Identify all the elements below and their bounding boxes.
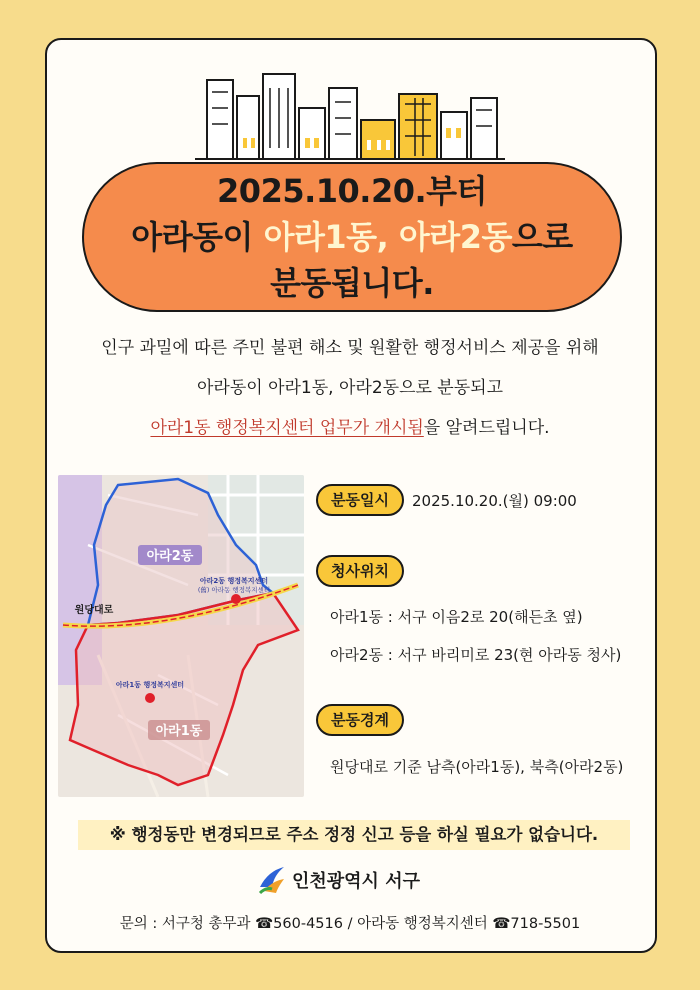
intro-line-2: 아라동이 아라1동, 아라2동으로 분동되고: [197, 378, 503, 398]
ara2-center-pin-icon: [231, 594, 241, 604]
logo-text: 인천광역시 서구: [292, 871, 420, 892]
headline-line2-pre: 아라동이: [131, 218, 264, 256]
headline-line2-post: 으로: [511, 218, 573, 256]
map-label-ara2: 아라2동: [146, 549, 194, 564]
incheon-seogu-emblem-icon: [258, 865, 286, 895]
city-skyline-illustration: [195, 68, 505, 160]
intro-highlight: 아라1동 행정복지센터 업무가 개시됨: [150, 418, 424, 438]
intro-line-1: 인구 과밀에 따른 주민 불편 해소 및 원활한 행정서비스 제공을 위해: [101, 338, 599, 358]
notice-banner: ※ 행정동만 변경되므로 주소 정정 신고 등을 하실 필요가 없습니다.: [78, 820, 630, 850]
district-map: [58, 475, 304, 797]
contact-info: 문의 : 서구청 총무과 ☎560-4516 / 아라동 행정복지센터 ☎718-5501: [119, 916, 581, 932]
map-label-center2: 아라2동 행정복지센터: [199, 577, 269, 585]
boundary-label-pill: 분동경계: [316, 704, 404, 736]
headline-banner: [82, 162, 622, 312]
map-label-center1: 아라1동 행정복지센터: [115, 681, 185, 689]
map-label-center2-sub: (舊) 아라동 행정복지센터: [197, 586, 271, 594]
ara1-center-pin-icon: [145, 693, 155, 703]
date-value: 2025.10.20.(월) 09:00: [412, 492, 577, 510]
headline-line2: [131, 214, 572, 260]
headline-highlight: 아라1동, 아라2동: [263, 218, 512, 256]
location-ara1: 아라1동 : 서구 이음2로 20(해든초 옆): [330, 608, 583, 626]
headline-date: 2025.10.20.부터: [217, 172, 487, 210]
map-label-road: 원당대로: [74, 605, 114, 616]
incheon-seogu-logo: [258, 865, 420, 895]
date-label-pill: 분동일시: [316, 484, 404, 516]
headline-line3: 분동됩니다.: [270, 264, 434, 302]
location-label-pill: 청사위치: [316, 555, 404, 587]
intro-line-3-post: 을 알려드립니다.: [423, 418, 550, 438]
map-label-ara1: 아라1동: [155, 724, 203, 739]
boundary-value: 원당대로 기준 남측(아라1동), 북측(아라2동): [330, 758, 624, 776]
location-ara2: 아라2동 : 서구 바리미로 23(현 아라동 청사): [330, 646, 622, 664]
intro-line-3: [60, 413, 640, 438]
